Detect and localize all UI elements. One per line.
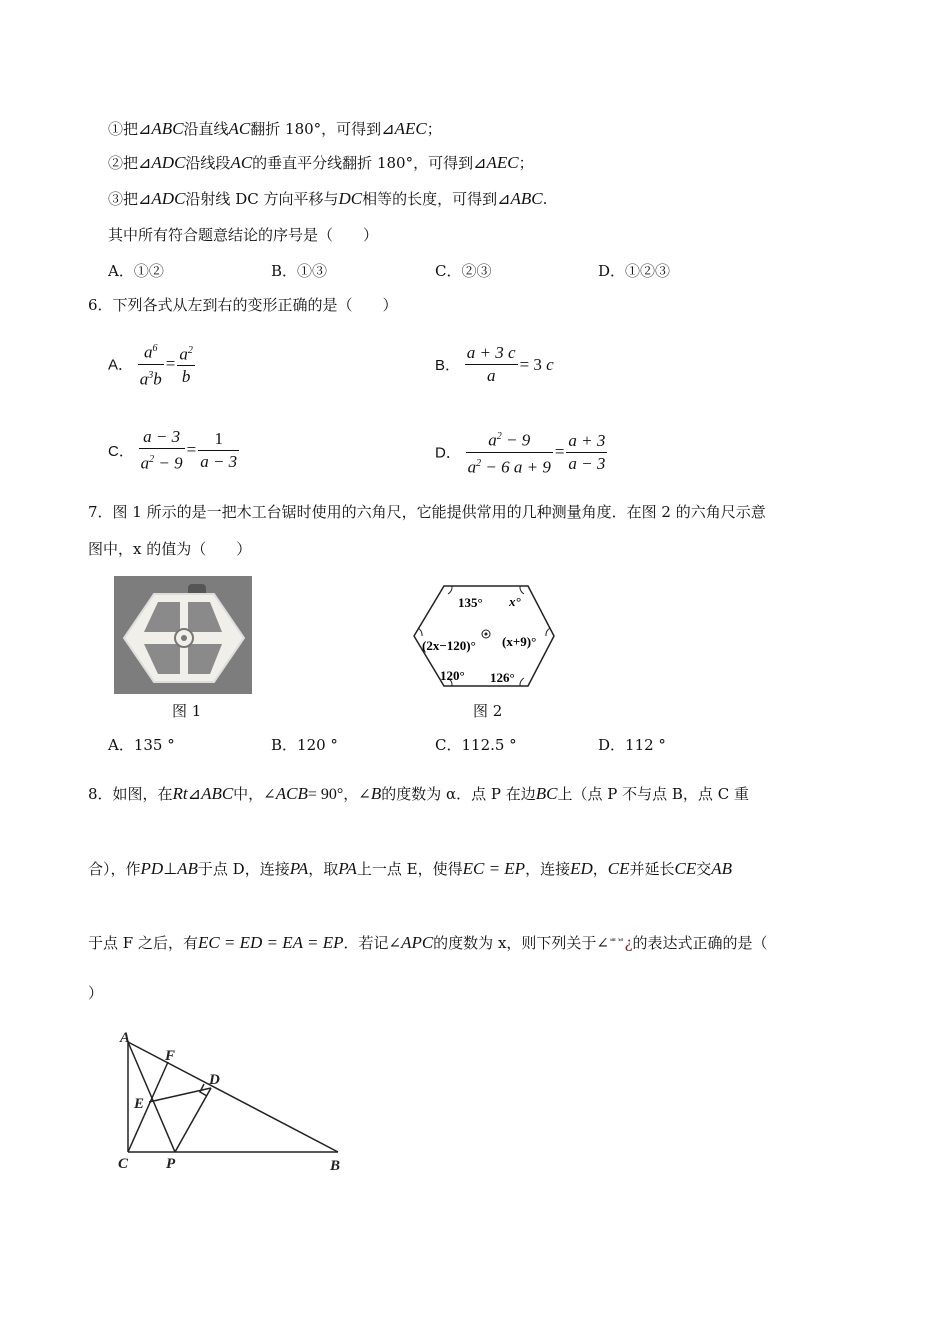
q5-item2-line: AC	[230, 153, 253, 172]
q8-l2-ab: AB	[177, 859, 198, 878]
q8-l1-text2: 中，∠	[233, 785, 276, 803]
q8-l3-apc: APC	[401, 933, 434, 952]
q6-b-label: B．	[435, 357, 461, 374]
q8-l1-text4: 的度数为 α．点 P 在边	[381, 785, 536, 803]
q6-option-d	[435, 426, 607, 478]
q6-d-label: D．	[435, 444, 461, 462]
q5-item3-line: DC	[338, 189, 363, 208]
q5-item-1: ①把⊿ABC沿直线AC翻折 180°，可得到⊿AEC；	[108, 119, 442, 138]
q8-l2-text3: ，取	[308, 860, 339, 878]
q7-stem-line1: 7．图 1 所示的是一把木工台锯时使用的六角尺，它能提供常用的几种测量角度．在图 2 的六角尺示意	[88, 503, 766, 521]
q8-l3-text3: 的度数为 x，则下列关于∠	[433, 934, 609, 952]
q8-l3-glyph: ᄈᄇ	[608, 938, 625, 947]
q7-option-a: A．135 °	[108, 736, 175, 754]
q5-item1-end: ；	[426, 120, 442, 138]
q6-c-equals: =	[186, 440, 197, 460]
q8-l2-text4: 上一点 E，使得	[356, 860, 463, 878]
q5-item3-text3: 相等的长度，可得到	[362, 190, 498, 208]
q6-c-frac-left: $\frac{a - 3}{a^2 - 9}$	[140, 427, 183, 473]
hexagon-diagram	[408, 580, 558, 690]
point-b-label: B	[330, 1158, 341, 1174]
q8-l3-eqs: EC = ED = EA = EP	[197, 933, 344, 952]
q6-d-frac-right: $\frac{a + 3}{a - 3}$	[568, 430, 606, 473]
q5-item2-end: ；	[518, 154, 534, 172]
q8-l2-ce: CE	[607, 859, 630, 878]
q5-item1-triangle: ABC	[151, 119, 184, 138]
q8-l2-pa2: PA	[338, 859, 357, 878]
fig1-caption: 图 1	[172, 702, 202, 720]
q7-stem-line2: 图中，x 的值为（ ）	[88, 540, 252, 558]
angle-126-label: 126°	[490, 670, 515, 685]
q5-item3-triangle2: ABC	[510, 189, 543, 208]
fig2-caption: 图 2	[473, 702, 503, 720]
q8-l3-garbled: ¿	[624, 934, 633, 952]
q8-l3-text4: 的表达式正确的是（	[632, 934, 768, 952]
point-e-label: E	[134, 1096, 145, 1112]
q8-line-2	[88, 858, 732, 881]
point-f-label: F	[165, 1048, 176, 1064]
q8-l2-ab2: AB	[711, 859, 733, 878]
hexagon-ruler-photo-drawing	[114, 576, 252, 694]
point-a-label: A	[120, 1030, 131, 1046]
q6-stem: 6．下列各式从左到右的变形正确的是（ ）	[88, 296, 398, 314]
q8-l2-text2: 于点 D，连接	[197, 860, 290, 878]
q6-a-label: A．	[108, 356, 134, 374]
q6-d-frac-left: $\frac{a^2 - 9}{a^2 - 6 a + 9}$	[466, 426, 553, 478]
q8-line-1: 8．如图，在Rt⊿ABC中，∠ACB= 90°，∠B的度数为 α．点 P 在边BC上（点 P 不与点 B，点 C 重	[88, 784, 749, 803]
q5-item1-text3: 翻折 180°，可得到	[250, 120, 382, 138]
q6-d-equals: =	[554, 442, 565, 462]
q5-option-b: B．①③	[271, 262, 328, 280]
q8-l2-text5: ，连接	[525, 860, 571, 878]
q5-item1-line: AC	[228, 119, 251, 138]
q8-l2-text7: 并延长	[629, 860, 675, 878]
q6-option-c	[108, 426, 239, 475]
q5-item1-text: ①把	[108, 120, 139, 138]
q8-l2-ecep: EC = EP	[462, 859, 526, 878]
point-d-label: D	[209, 1072, 220, 1088]
q8-l1-rt: Rt	[172, 784, 188, 803]
q5-item1-triangle2: AEC	[394, 119, 427, 138]
triangle-diagram	[110, 1028, 360, 1178]
q6-c-label: C．	[108, 442, 134, 460]
q8-l2-text6: ，	[592, 860, 608, 878]
q5-question: 其中所有符合题意结论的序号是（ ）	[108, 226, 379, 244]
angle-2x-label: (2x−120)°	[422, 638, 476, 653]
q6-c-frac-right: $\frac{1}{a - 3}$	[200, 428, 238, 471]
q5-item1-text2: 沿直线	[183, 120, 229, 138]
q8-l2-text: 合），作	[88, 860, 141, 878]
angle-x-label: x°	[509, 594, 521, 609]
q5-item2-text2: 沿线段	[185, 154, 231, 172]
q7-option-c: C．112.5 °	[435, 736, 517, 754]
q8-l2-ed: ED	[570, 859, 593, 878]
q8-l1-b: B	[370, 784, 382, 803]
q5-item2-text: ②把	[108, 154, 139, 172]
q6-option-a	[108, 338, 195, 390]
q6-a-equals: =	[165, 354, 176, 374]
q5-item3-text2: 沿射线 DC 方向平移与	[185, 190, 339, 208]
q5-item2-triangle2: AEC	[486, 153, 519, 172]
q6-b-frac: $\frac{a + 3 c}{a}$	[466, 343, 516, 385]
q5-item2-text3: 的垂直平分线翻折 180°，可得到	[252, 154, 474, 172]
angle-135-label: 135°	[458, 595, 483, 610]
q5-option-d: D．①②③	[598, 262, 671, 280]
q8-line-4: ）	[88, 984, 104, 1002]
q8-l2-text8: 交	[696, 860, 712, 878]
q5-option-a: A．①②	[108, 262, 164, 280]
q8-l1-eq90: = 90°	[307, 786, 344, 803]
angle-120-label: 120°	[440, 668, 465, 683]
point-p-label: P	[166, 1156, 176, 1172]
q8-l1-text3: ，∠	[343, 785, 371, 803]
hexagon-ruler-photo	[114, 576, 252, 694]
q6-option-b: B． $\frac{a + 3 c}{a}$ = 3 c	[435, 343, 554, 385]
q8-l3-text: 于点 F 之后，有	[88, 934, 198, 952]
q7-option-b: B．120 °	[271, 736, 338, 754]
q8-l1-text: 8．如图，在	[88, 785, 173, 803]
q5-item3-triangle: ADC	[151, 189, 186, 208]
q5-item3-text: ③把	[108, 190, 139, 208]
q5-item2-triangle: ADC	[151, 153, 186, 172]
point-c-label: C	[118, 1156, 129, 1172]
q8-l2-pa: PA	[289, 859, 309, 878]
q5-item-3: ③把⊿ADC沿射线 DC 方向平移与DC相等的长度，可得到⊿ABC.	[108, 189, 548, 208]
q8-line-3	[88, 932, 768, 954]
q8-l1-text5: 上（点 P 不与点 B，点 C 重	[557, 785, 749, 803]
q7-option-d: D．112 °	[598, 736, 666, 754]
q8-l2-pd: PD	[140, 859, 164, 878]
q5-item-2: ②把⊿ADC沿线段AC的垂直平分线翻折 180°，可得到⊿AEC；	[108, 153, 534, 172]
q8-l3-text2: ．若记∠	[343, 934, 402, 952]
q6-a-frac-right: $\frac{a^2}{b}$	[177, 340, 195, 389]
q8-l1-bc: BC	[535, 784, 558, 803]
q8-l2-perp: ⊥	[163, 861, 178, 878]
q8-l1-tri: ABC	[201, 784, 234, 803]
q8-l1-acb: ACB	[275, 784, 308, 803]
angle-x9-label: (x+9)°	[502, 634, 537, 649]
q5-item3-end: .	[542, 190, 548, 208]
q8-l2-ce2: CE	[674, 859, 697, 878]
q5-option-c: C．②③	[435, 262, 492, 280]
q6-a-frac-left: $\frac{a^6}{a^3b}$	[138, 338, 164, 390]
